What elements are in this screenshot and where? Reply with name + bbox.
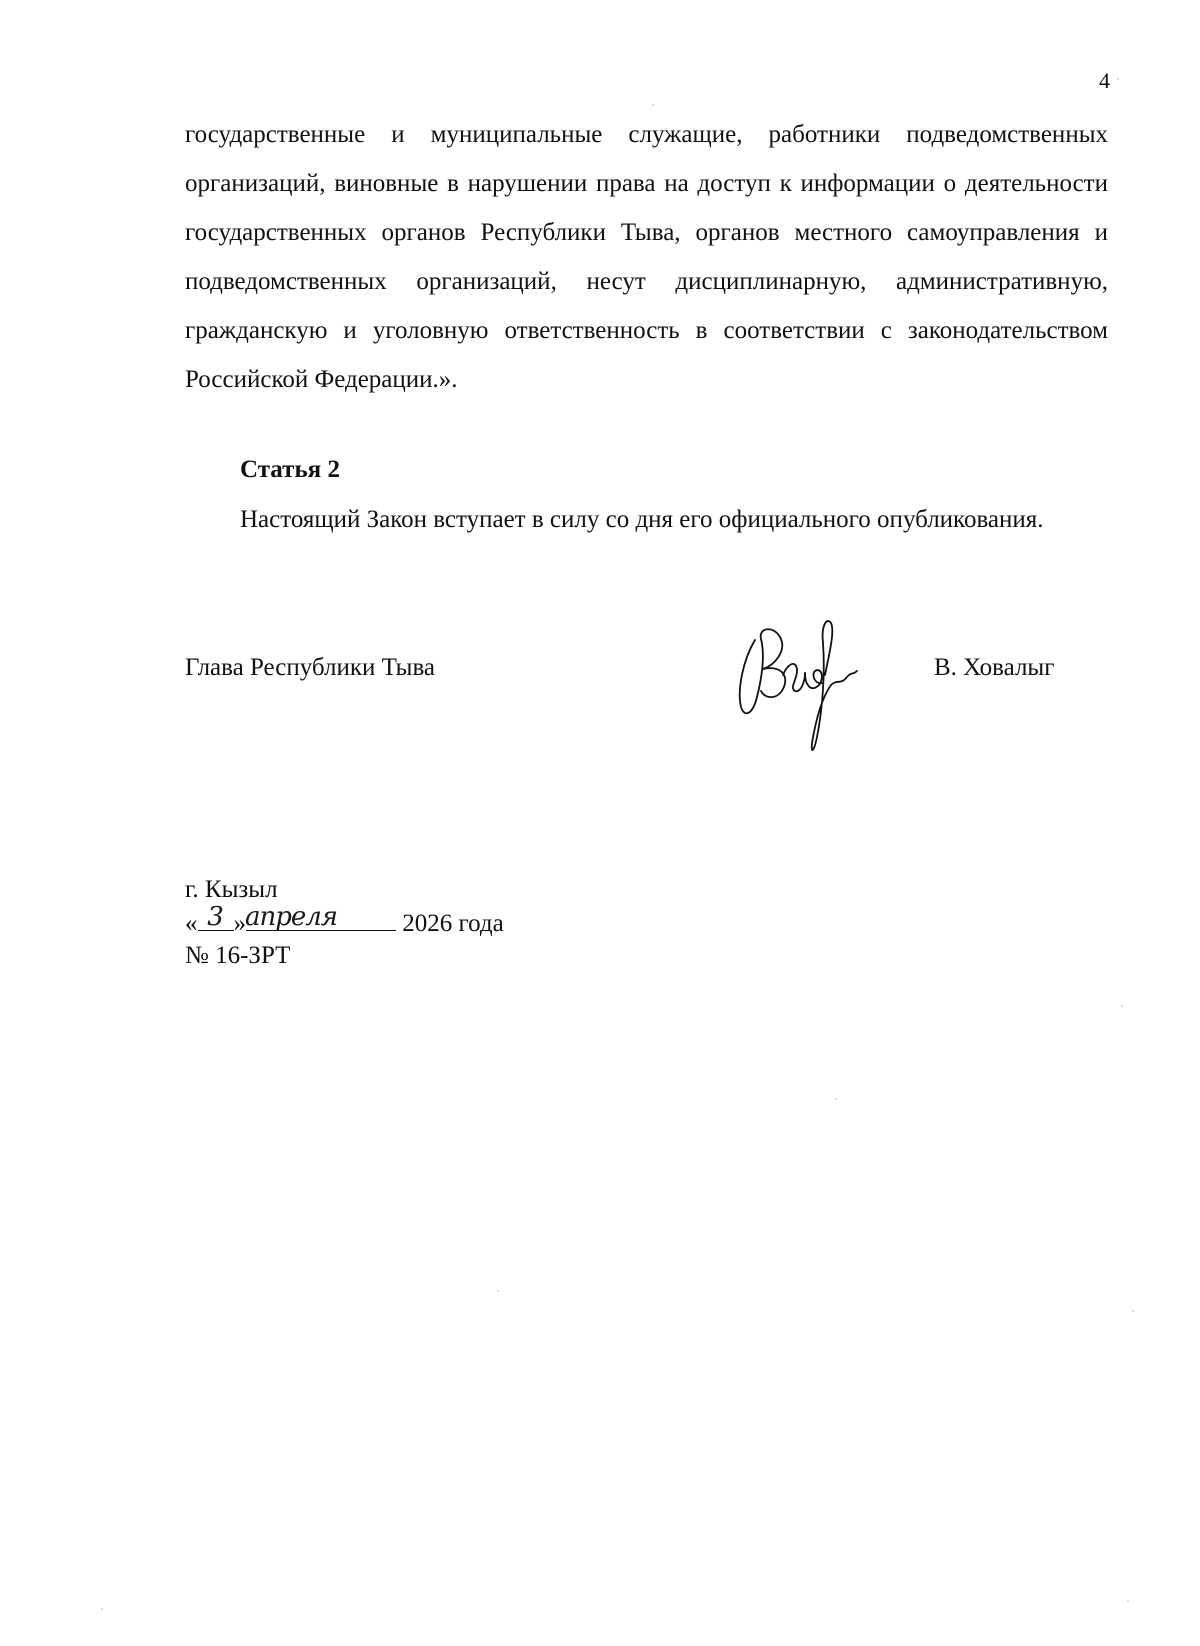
day-blank [198, 902, 234, 932]
signatory-name: В. Ховалыг [934, 654, 1055, 681]
scan-speck [1121, 1005, 1123, 1007]
article-heading: Статья 2 [240, 456, 340, 483]
continuation-paragraph: государственные и муниципальные служащие, работники подведомственных организаций, виновные в нарушении права на доступ к информации о деятельности государственных органов Республики Тыва, органов местного самоуправления и подведомственных организаций, несут дисциплинарную, административную, гражданскую и уголовную ответственность в соответствии с законодательством Российской Федерации.». [185, 121, 1108, 393]
law-number: № 16-ЗРТ [185, 942, 291, 969]
scan-speck [835, 1098, 837, 1100]
handwritten-signature [735, 615, 885, 765]
date-line [185, 902, 504, 940]
article-text: Настоящий Закон вступает в силу со дня его официального опубликования. [240, 506, 1044, 533]
city-line: г. Кызыл [185, 876, 278, 903]
handwritten-month: апреля [244, 902, 338, 932]
signatory-role: Глава Республики Тыва [185, 654, 436, 681]
handwritten-day: 3 [207, 902, 224, 932]
open-quote: « [185, 910, 198, 937]
page-number: 4 [1099, 68, 1110, 93]
place-date-block [185, 874, 504, 972]
scan-speck [1117, 78, 1119, 80]
scan-speck [101, 1608, 103, 1610]
month-blank [244, 902, 396, 932]
scan-speck [497, 1290, 499, 1292]
close-quote: » [233, 910, 246, 937]
scan-speck [1132, 1310, 1134, 1312]
scan-speck [1127, 1600, 1129, 1602]
scan-speck [652, 104, 654, 106]
year-text: 2026 года [402, 910, 504, 937]
